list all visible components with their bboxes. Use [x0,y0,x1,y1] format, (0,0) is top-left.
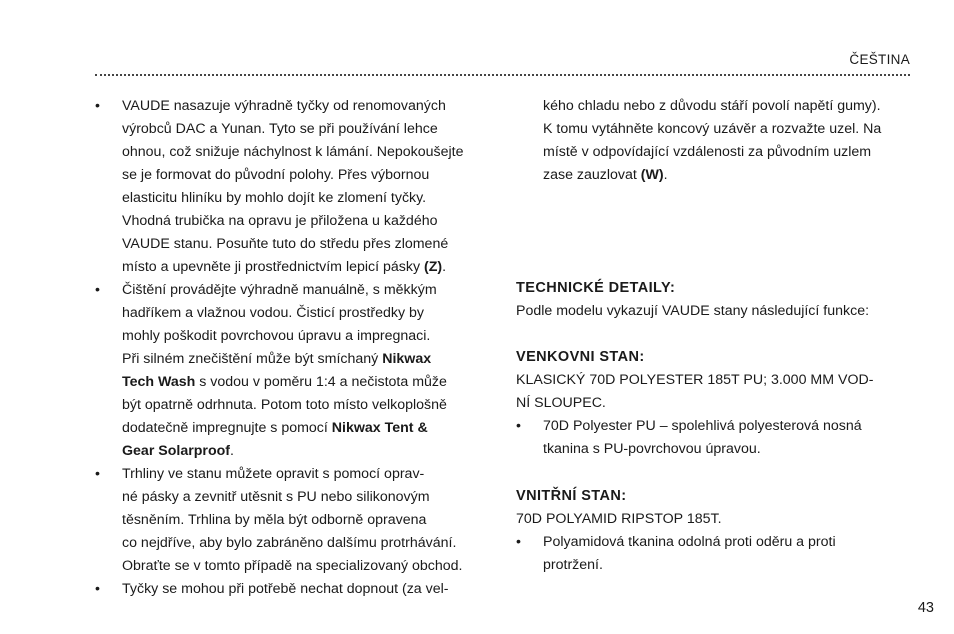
section-heading: VNITŘNÍ STAN: [516,488,627,504]
text-segment: . [663,167,668,183]
text-segment: zase zauzlovat [543,167,641,183]
text-line: těsněním. Trhlina by měla být odborně opravena [122,512,427,528]
text-segment: . [230,443,234,459]
outer-tent-section [516,346,916,461]
text-line: • 70D Polyester PU – spolehlivá polyesterová nosná [543,418,862,434]
text-line: se je formovat do původní polohy. Přes výbornou [122,167,430,183]
text-line: kého chladu nebo z důvodu stáří povolí napětí gumy). [543,98,881,114]
list-item [95,279,495,463]
text-line: protržení. [543,557,603,573]
figure-reference: (W) [640,167,664,183]
list-item [516,415,916,461]
text-line [122,256,495,279]
text-line: VAUDE stanu. Posuňte tuto do středu přes zlomené [122,236,449,252]
product-name: Nikwax Tent & [331,420,428,436]
text-line: né pásky a zevnitř utěsnit s PU nebo silikonovým [122,489,430,505]
inner-tent-section [516,485,916,577]
text-line: • Čištění provádějte výhradně manuálně, s měkkým [122,282,437,298]
text-segment: místo a upevněte ji prostřednictvím lepicí pásky [122,259,425,275]
text-line [122,348,495,371]
list-item-continuation [516,95,916,187]
list-item [516,531,916,577]
right-column-continuation [516,95,916,187]
product-name: Tech Wash [122,374,196,390]
text-segment: s vodou v poměru 1:4 a nečistota může [195,374,447,390]
product-name: Gear Solarproof [122,443,231,459]
text-segment: . [442,259,447,275]
page-number: 43 [917,600,934,616]
text-segment: dodatečně impregnujte s pomocí [122,420,332,436]
text-line: • Polyamidová tkanina odolná proti oděru a proti [543,534,836,550]
list-item [95,578,495,601]
text-line: ohnou, což snižuje náchylnost k lámání. Nepokoušejte [122,144,464,160]
list-item [95,463,495,578]
text-line: • Tyčky se mohou při potřebě nechat dopnout (za vel- [122,581,449,597]
text-line: mohly poškodit povrchovou úpravu a impregnaci. [122,328,431,344]
text-line: KLASICKÝ 70D POLYESTER 185T PU; 3.000 MM VOD- [516,372,874,388]
figure-reference: (Z) [424,259,443,275]
section-heading: TECHNICKÉ DETAILY: [516,280,676,296]
care-list [95,95,495,601]
text-line: elasticitu hliníku by mohlo dojít ke zlomení tyčky. [122,190,427,206]
text-line: být opatrně odrhnuta. Potom toto místo velkoplošně [122,397,447,413]
text-line: Vhodná trubička na opravu je přiložena u každého [122,213,438,229]
text-line: NÍ SLOUPEC. [516,395,606,411]
language-label: ČEŠTINA [849,52,910,67]
text-line [122,417,495,440]
text-line: místě v odpovídající vzdálenosti za původním uzlem [543,144,872,160]
text-line: Podle modelu vykazují VAUDE stany následující funkce: [516,303,870,319]
text-segment: Při silném znečištění může být smíchaný [122,351,383,367]
text-line [543,164,916,187]
text-line: 70D POLYAMID RIPSTOP 185T. [516,511,722,527]
text-line: co nejdříve, aby bylo zabráněno dalšímu protrhávání. [122,535,457,551]
text-line: Obraťte se v tomto případě na specializovaný obchod. [122,558,463,574]
list-item [95,95,495,279]
technical-details-section [516,277,916,323]
left-column [95,95,495,601]
text-line: • VAUDE nasazuje výhradně tyčky od renomovaných [122,98,446,114]
header-divider [95,74,910,76]
text-line [122,371,495,394]
text-line: tkanina s PU-povrchovou úpravou. [543,441,761,457]
text-line: výrobců DAC a Yunan. Tyto se při používání lehce [122,121,438,137]
section-heading: VENKOVNI STAN: [516,349,645,365]
text-line: K tomu vytáhněte koncový uzávěr a rozvažte uzel. Na [543,121,882,137]
product-name: Nikwax [382,351,432,367]
text-line [122,440,495,463]
text-line: • Trhliny ve stanu můžete opravit s pomocí oprav- [122,466,425,482]
text-line: hadříkem a vlažnou vodou. Čisticí prostředky by [122,305,425,321]
